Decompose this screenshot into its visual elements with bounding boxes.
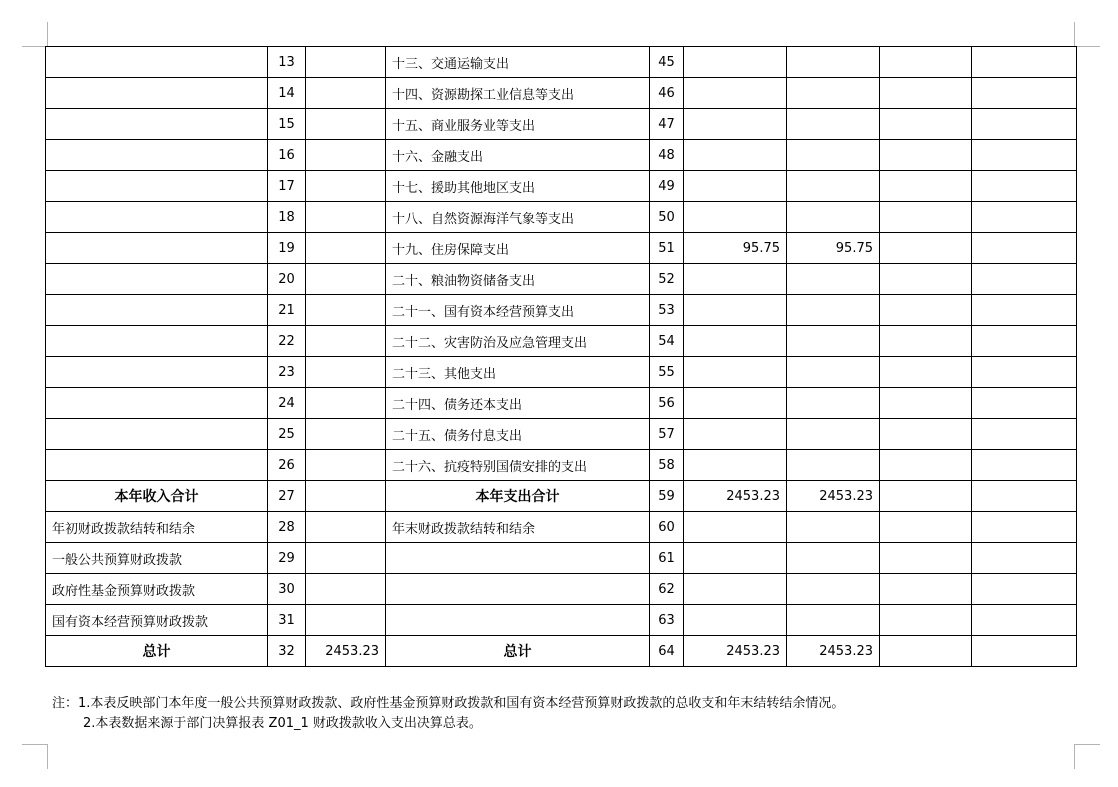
table-row xyxy=(46,78,1077,109)
expense-total-cell xyxy=(684,140,787,171)
income-line-no-cell: 22 xyxy=(268,326,306,357)
income-item-cell xyxy=(46,202,268,233)
expense-state-capital-cell xyxy=(972,636,1077,667)
expense-item-cell: 本年支出合计 xyxy=(386,481,650,512)
income-amount-cell xyxy=(306,419,386,450)
expense-state-capital-cell xyxy=(972,109,1077,140)
expense-general-budget-cell xyxy=(787,78,880,109)
expense-item-cell: 二十四、债务还本支出 xyxy=(386,388,650,419)
expense-item-cell: 二十三、其他支出 xyxy=(386,357,650,388)
income-amount-cell xyxy=(306,574,386,605)
income-line-no-cell: 32 xyxy=(268,636,306,667)
expense-total-cell xyxy=(684,419,787,450)
expense-line-no-cell: 50 xyxy=(650,202,684,233)
income-item-cell xyxy=(46,264,268,295)
expense-state-capital-cell xyxy=(972,202,1077,233)
income-line-no-cell: 24 xyxy=(268,388,306,419)
expense-item-cell: 二十一、国有资本经营预算支出 xyxy=(386,295,650,326)
expense-line-no-cell: 52 xyxy=(650,264,684,295)
income-item-cell: 国有资本经营预算财政拨款 xyxy=(46,605,268,636)
expense-gov-fund-cell xyxy=(880,512,972,543)
expense-state-capital-cell xyxy=(972,512,1077,543)
expense-line-no-cell: 58 xyxy=(650,450,684,481)
income-line-no-cell: 20 xyxy=(268,264,306,295)
table-row xyxy=(46,140,1077,171)
table-row xyxy=(46,636,1077,667)
expense-general-budget-cell xyxy=(787,419,880,450)
expense-item-cell: 十五、商业服务业等支出 xyxy=(386,109,650,140)
expense-line-no-cell: 55 xyxy=(650,357,684,388)
income-line-no-cell: 25 xyxy=(268,419,306,450)
income-amount-cell xyxy=(306,295,386,326)
expense-item-cell xyxy=(386,574,650,605)
expense-general-budget-cell xyxy=(787,450,880,481)
expense-total-cell xyxy=(684,543,787,574)
income-line-no-cell: 30 xyxy=(268,574,306,605)
expense-line-no-cell: 57 xyxy=(650,419,684,450)
expense-line-no-cell: 56 xyxy=(650,388,684,419)
income-item-cell xyxy=(46,171,268,202)
crop-mark-top-left xyxy=(22,22,48,47)
income-item-cell xyxy=(46,78,268,109)
expense-item-cell: 二十五、债务付息支出 xyxy=(386,419,650,450)
expense-total-cell xyxy=(684,78,787,109)
table-row xyxy=(46,109,1077,140)
expense-total-cell xyxy=(684,171,787,202)
expense-line-no-cell: 59 xyxy=(650,481,684,512)
expense-state-capital-cell xyxy=(972,388,1077,419)
expense-general-budget-cell xyxy=(787,326,880,357)
expense-gov-fund-cell xyxy=(880,357,972,388)
income-line-no-cell: 29 xyxy=(268,543,306,574)
expense-line-no-cell: 61 xyxy=(650,543,684,574)
income-amount-cell xyxy=(306,543,386,574)
expense-state-capital-cell xyxy=(972,171,1077,202)
income-line-no-cell: 28 xyxy=(268,512,306,543)
expense-item-cell: 十四、资源勘探工业信息等支出 xyxy=(386,78,650,109)
expense-general-budget-cell xyxy=(787,47,880,78)
expense-gov-fund-cell xyxy=(880,574,972,605)
income-line-no-cell: 17 xyxy=(268,171,306,202)
expense-item-cell: 十三、交通运输支出 xyxy=(386,47,650,78)
expense-state-capital-cell xyxy=(972,419,1077,450)
expense-total-cell: 2453.23 xyxy=(684,481,787,512)
expense-state-capital-cell xyxy=(972,78,1077,109)
expense-general-budget-cell xyxy=(787,357,880,388)
fiscal-appropriation-table xyxy=(45,46,1077,667)
expense-total-cell xyxy=(684,512,787,543)
income-item-cell xyxy=(46,233,268,264)
crop-mark-bottom-left xyxy=(22,744,48,769)
income-line-no-cell: 14 xyxy=(268,78,306,109)
income-line-no-cell: 18 xyxy=(268,202,306,233)
income-item-cell: 年初财政拨款结转和结余 xyxy=(46,512,268,543)
expense-gov-fund-cell xyxy=(880,326,972,357)
income-amount-cell xyxy=(306,450,386,481)
expense-line-no-cell: 62 xyxy=(650,574,684,605)
expense-general-budget-cell xyxy=(787,605,880,636)
income-item-cell: 总计 xyxy=(46,636,268,667)
expense-gov-fund-cell xyxy=(880,109,972,140)
table-row xyxy=(46,295,1077,326)
note-line-2: 2.本表数据来源于部门决算报表 Z01_1 财政拨款收入支出决算总表。 xyxy=(83,716,482,731)
income-item-cell xyxy=(46,388,268,419)
table-row xyxy=(46,202,1077,233)
income-amount-cell: 2453.23 xyxy=(306,636,386,667)
table-row xyxy=(46,171,1077,202)
expense-total-cell xyxy=(684,357,787,388)
table-row xyxy=(46,326,1077,357)
expense-gov-fund-cell xyxy=(880,605,972,636)
expense-total-cell xyxy=(684,605,787,636)
table-row xyxy=(46,481,1077,512)
crop-mark-bottom-right xyxy=(1074,744,1100,769)
income-amount-cell xyxy=(306,109,386,140)
income-amount-cell xyxy=(306,512,386,543)
income-item-cell xyxy=(46,450,268,481)
expense-state-capital-cell xyxy=(972,605,1077,636)
expense-gov-fund-cell xyxy=(880,388,972,419)
expense-total-cell: 95.75 xyxy=(684,233,787,264)
income-item-cell xyxy=(46,326,268,357)
expense-total-cell xyxy=(684,264,787,295)
expense-total-cell xyxy=(684,47,787,78)
income-item-cell xyxy=(46,47,268,78)
table-body xyxy=(46,47,1077,667)
expense-line-no-cell: 51 xyxy=(650,233,684,264)
expense-gov-fund-cell xyxy=(880,233,972,264)
expense-gov-fund-cell xyxy=(880,636,972,667)
income-item-cell xyxy=(46,140,268,171)
income-line-no-cell: 19 xyxy=(268,233,306,264)
expense-total-cell xyxy=(684,326,787,357)
expense-state-capital-cell xyxy=(972,326,1077,357)
expense-item-cell: 年末财政拨款结转和结余 xyxy=(386,512,650,543)
income-amount-cell xyxy=(306,171,386,202)
expense-line-no-cell: 60 xyxy=(650,512,684,543)
income-amount-cell xyxy=(306,388,386,419)
table-row xyxy=(46,388,1077,419)
expense-gov-fund-cell xyxy=(880,78,972,109)
expense-general-budget-cell xyxy=(787,140,880,171)
expense-item-cell: 总计 xyxy=(386,636,650,667)
income-line-no-cell: 16 xyxy=(268,140,306,171)
expense-item-cell: 十六、金融支出 xyxy=(386,140,650,171)
expense-general-budget-cell xyxy=(787,109,880,140)
income-amount-cell xyxy=(306,481,386,512)
expense-gov-fund-cell xyxy=(880,264,972,295)
expense-total-cell xyxy=(684,202,787,233)
income-amount-cell xyxy=(306,202,386,233)
income-amount-cell xyxy=(306,326,386,357)
expense-general-budget-cell xyxy=(787,264,880,295)
income-line-no-cell: 15 xyxy=(268,109,306,140)
income-item-cell: 政府性基金预算财政拨款 xyxy=(46,574,268,605)
expense-total-cell xyxy=(684,109,787,140)
expense-gov-fund-cell xyxy=(880,543,972,574)
expense-general-budget-cell xyxy=(787,295,880,326)
expense-general-budget-cell: 2453.23 xyxy=(787,636,880,667)
expense-total-cell xyxy=(684,574,787,605)
expense-line-no-cell: 49 xyxy=(650,171,684,202)
income-line-no-cell: 27 xyxy=(268,481,306,512)
expense-state-capital-cell xyxy=(972,47,1077,78)
expense-state-capital-cell xyxy=(972,543,1077,574)
expense-gov-fund-cell xyxy=(880,202,972,233)
income-line-no-cell: 26 xyxy=(268,450,306,481)
expense-general-budget-cell xyxy=(787,171,880,202)
income-amount-cell xyxy=(306,140,386,171)
table-row xyxy=(46,512,1077,543)
table-row xyxy=(46,543,1077,574)
expense-total-cell: 2453.23 xyxy=(684,636,787,667)
table-row xyxy=(46,605,1077,636)
expense-state-capital-cell xyxy=(972,140,1077,171)
expense-state-capital-cell xyxy=(972,295,1077,326)
expense-item-cell: 二十二、灾害防治及应急管理支出 xyxy=(386,326,650,357)
income-item-cell xyxy=(46,109,268,140)
income-amount-cell xyxy=(306,357,386,388)
expense-gov-fund-cell xyxy=(880,481,972,512)
expense-general-budget-cell xyxy=(787,543,880,574)
note-line-1: 注：1.本表反映部门本年度一般公共预算财政拨款、政府性基金预算财政拨款和国有资本经营预算财政拨款的总收支和年末结转结余情况。 xyxy=(52,696,845,711)
income-amount-cell xyxy=(306,47,386,78)
expense-line-no-cell: 46 xyxy=(650,78,684,109)
income-amount-cell xyxy=(306,233,386,264)
table-row xyxy=(46,357,1077,388)
expense-state-capital-cell xyxy=(972,264,1077,295)
expense-line-no-cell: 63 xyxy=(650,605,684,636)
income-line-no-cell: 21 xyxy=(268,295,306,326)
expense-general-budget-cell xyxy=(787,202,880,233)
expense-item-cell: 十九、住房保障支出 xyxy=(386,233,650,264)
expense-total-cell xyxy=(684,388,787,419)
expense-line-no-cell: 54 xyxy=(650,326,684,357)
expense-state-capital-cell xyxy=(972,450,1077,481)
expense-state-capital-cell xyxy=(972,574,1077,605)
expense-general-budget-cell xyxy=(787,574,880,605)
expense-state-capital-cell xyxy=(972,481,1077,512)
expense-line-no-cell: 64 xyxy=(650,636,684,667)
income-item-cell xyxy=(46,357,268,388)
expense-gov-fund-cell xyxy=(880,450,972,481)
income-item-cell: 本年收入合计 xyxy=(46,481,268,512)
table-row xyxy=(46,450,1077,481)
table-row xyxy=(46,264,1077,295)
expense-item-cell xyxy=(386,605,650,636)
expense-general-budget-cell: 95.75 xyxy=(787,233,880,264)
expense-item-cell: 二十、粮油物资储备支出 xyxy=(386,264,650,295)
expense-general-budget-cell: 2453.23 xyxy=(787,481,880,512)
income-line-no-cell: 13 xyxy=(268,47,306,78)
expense-line-no-cell: 53 xyxy=(650,295,684,326)
table-row xyxy=(46,419,1077,450)
table-row xyxy=(46,574,1077,605)
expense-item-cell: 十八、自然资源海洋气象等支出 xyxy=(386,202,650,233)
income-amount-cell xyxy=(306,78,386,109)
expense-state-capital-cell xyxy=(972,357,1077,388)
expense-general-budget-cell xyxy=(787,512,880,543)
table-notes xyxy=(52,694,844,734)
expense-general-budget-cell xyxy=(787,388,880,419)
expense-state-capital-cell xyxy=(972,233,1077,264)
expense-item-cell: 二十六、抗疫特别国债安排的支出 xyxy=(386,450,650,481)
expense-gov-fund-cell xyxy=(880,171,972,202)
expense-line-no-cell: 45 xyxy=(650,47,684,78)
income-item-cell xyxy=(46,295,268,326)
income-item-cell: 一般公共预算财政拨款 xyxy=(46,543,268,574)
expense-item-cell xyxy=(386,543,650,574)
table-row xyxy=(46,47,1077,78)
expense-line-no-cell: 47 xyxy=(650,109,684,140)
crop-mark-top-right xyxy=(1074,22,1100,47)
expense-gov-fund-cell xyxy=(880,295,972,326)
expense-item-cell: 十七、援助其他地区支出 xyxy=(386,171,650,202)
income-line-no-cell: 31 xyxy=(268,605,306,636)
expense-gov-fund-cell xyxy=(880,140,972,171)
table-row xyxy=(46,233,1077,264)
expense-total-cell xyxy=(684,450,787,481)
income-item-cell xyxy=(46,419,268,450)
expense-line-no-cell: 48 xyxy=(650,140,684,171)
expense-gov-fund-cell xyxy=(880,419,972,450)
income-amount-cell xyxy=(306,605,386,636)
expense-total-cell xyxy=(684,295,787,326)
income-line-no-cell: 23 xyxy=(268,357,306,388)
expense-gov-fund-cell xyxy=(880,47,972,78)
income-amount-cell xyxy=(306,264,386,295)
